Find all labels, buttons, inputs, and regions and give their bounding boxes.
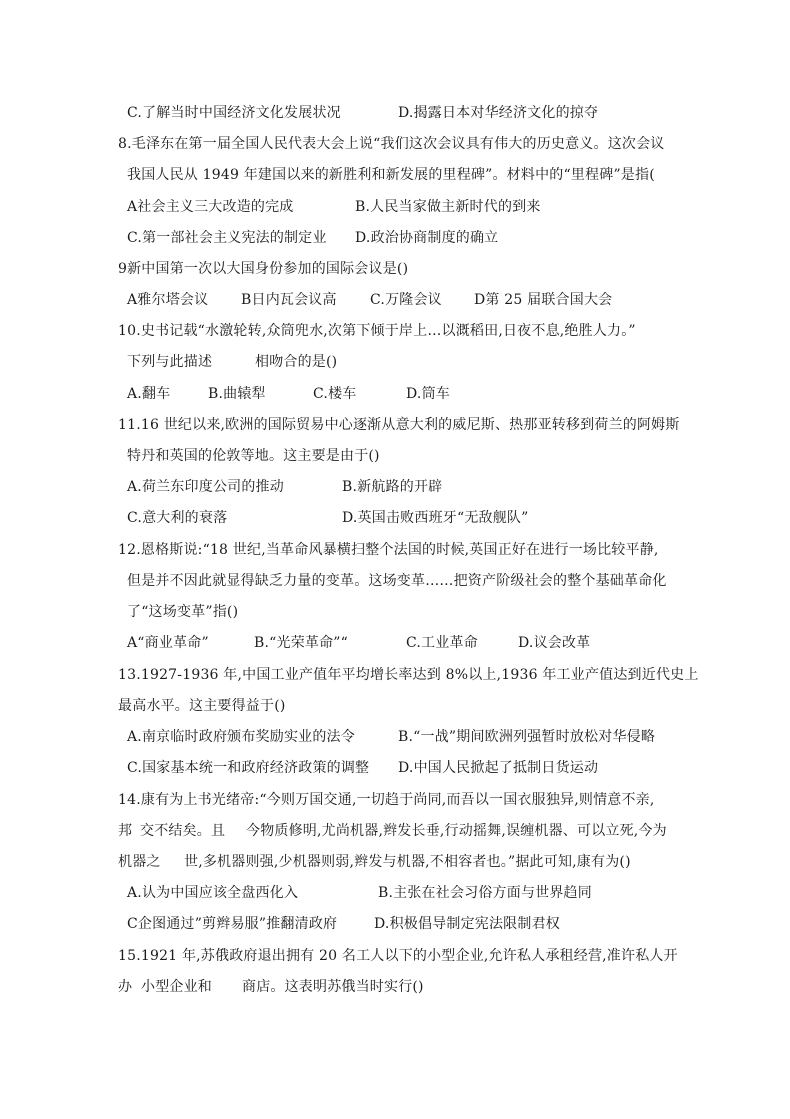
q9-option-b: B日内瓦会议高: [241, 292, 337, 308]
q13-option-d: D.中国人民掀起了抵制日货运动: [398, 760, 599, 776]
q15-stem-line2a: 办: [118, 979, 133, 995]
q12-option-b: B.“光荣革命”“: [254, 635, 349, 651]
q7-option-d: D.揭露日本对华经济文化的掠夺: [398, 105, 599, 121]
q8-stem-line1: 8.毛泽东在第一届全国人民代表大会上说“我们这次会议具有伟大的历史意义。这次会议: [118, 136, 665, 152]
q14-stem-line3b: 世,多机器则强,少机器则弱,辫发与机器,不相容者也。”据此可知,康有为(): [184, 854, 631, 870]
q14-option-b: B.主张在社会习俗方面与世界趋同: [378, 885, 592, 901]
q13-option-c: C.国家基本统一和政府经济政策的调整: [127, 760, 370, 776]
q10-option-a: A.翻车: [127, 386, 171, 402]
q14-option-d: D.积极倡导制定宪法限制君权: [374, 916, 560, 932]
q14-stem-line3a: 机器之: [118, 854, 161, 870]
q8-option-c: C.第一部社会主义宪法的制定业: [127, 230, 327, 246]
q10-stem-line1: 10.史书记载“水激轮转,众筒兜水,次第下倾于岸上…以溉稻田,日夜不息,绝胜人力。”: [118, 323, 636, 339]
q11-option-b: B.新航路的开辟: [342, 479, 443, 495]
q13-option-b: B.“一战”期间欧洲列强暂时放松对华侵略: [398, 729, 656, 745]
q14-option-c: C企图通过”剪辫易服”推翻清政府: [127, 916, 338, 932]
q9-stem: 9新中国第一次以大国身份参加的国际会议是(): [118, 261, 409, 277]
q12-stem-line2: 但是并不因此就显得缺乏力量的变革。这场变革……把资产阶级社会的整个基础革命化: [127, 573, 667, 589]
q12-option-c: C.工业革命: [406, 635, 478, 651]
q11-stem-line1: 11.16 世纪以来,欧洲的国际贸易中心逐渐从意大利的威尼斯、热那亚转移到荷兰的阿姆斯: [118, 417, 680, 433]
q9-option-c: C.万隆会议: [370, 292, 442, 308]
q12-option-a: A“商业革命”: [127, 635, 209, 651]
q14-stem-line2c: 今物质修明,尤尚机器,辫发长垂,行动摇舞,误缠机器、可以立死,今为: [246, 823, 667, 839]
q11-option-c: C.意大利的衰落: [127, 510, 228, 526]
q14-stem-line2a: 邦: [118, 823, 133, 839]
q15-stem-line2c: 商店。这表明苏俄当时实行(): [242, 979, 424, 995]
q11-stem-line2: 特丹和英国的伦敦等地。这主要是由于(): [127, 448, 380, 464]
q14-option-a: A.认为中国应该全盘西化入: [127, 885, 299, 901]
q11-option-d: D.英国击败西班牙“无敌舰队”: [342, 510, 529, 526]
q8-option-a: A社会主义三大改造的完成: [127, 199, 294, 215]
q13-option-a: A.南京临时政府颁布奖励实业的法令: [127, 729, 355, 745]
q15-stem-line2b: 小型企业和: [141, 979, 212, 995]
q14-stem-line1: 14.康有为上书光绪帝:“今则万国交通,一切趋于尚同,而吾以一国衣服独异,则情意不亲,: [118, 792, 655, 808]
q10-option-b: B.曲辕犁: [208, 386, 266, 402]
q8-option-b: B.人民当家做主新时代的到来: [355, 199, 541, 215]
q8-stem-line2: 我国人民从 1949 年建国以来的新胜利和新发展的里程碑”。材料中的“里程碑”是指(: [127, 167, 655, 183]
q9-option-d: D第 25 届联合国大会: [474, 292, 613, 308]
q10-option-d: D.筒车: [406, 386, 450, 402]
q10-stem-line2a: 下列与此描述: [127, 354, 213, 370]
q10-stem-line2b: 相吻合的是(): [255, 354, 338, 370]
q12-stem-line1: 12.恩格斯说:“18 世纪,当革命风暴横扫整个法国的时候,英国正好在进行一场比较平静,: [118, 542, 659, 558]
q7-option-c: C.了解当时中国经济文化发展状况: [127, 105, 341, 121]
q14-stem-line2b: 交不结矣。且: [140, 823, 226, 839]
q12-stem-line3: 了“这场变革”指(): [127, 604, 239, 620]
q13-stem-line2: 最高水平。这主要得益于(): [118, 698, 286, 714]
q9-option-a: A雅尔塔会议: [127, 292, 209, 308]
q11-option-a: A.荷兰东印度公司的推动: [127, 479, 284, 495]
q10-option-c: C.楼车: [313, 386, 357, 402]
q15-stem-line1: 15.1921 年,苏俄政府退出拥有 20 名工人以下的小型企业,允许私人承租经营,准许私人开: [118, 948, 678, 964]
q12-option-d: D.议会改革: [518, 635, 591, 651]
q8-option-d: D.政治协商制度的确立: [355, 230, 499, 246]
q13-stem-line1: 13.1927-1936 年,中国工业产值年平均增长率达到 8%以上,1936 年工业产值达到近代史上: [118, 667, 699, 683]
